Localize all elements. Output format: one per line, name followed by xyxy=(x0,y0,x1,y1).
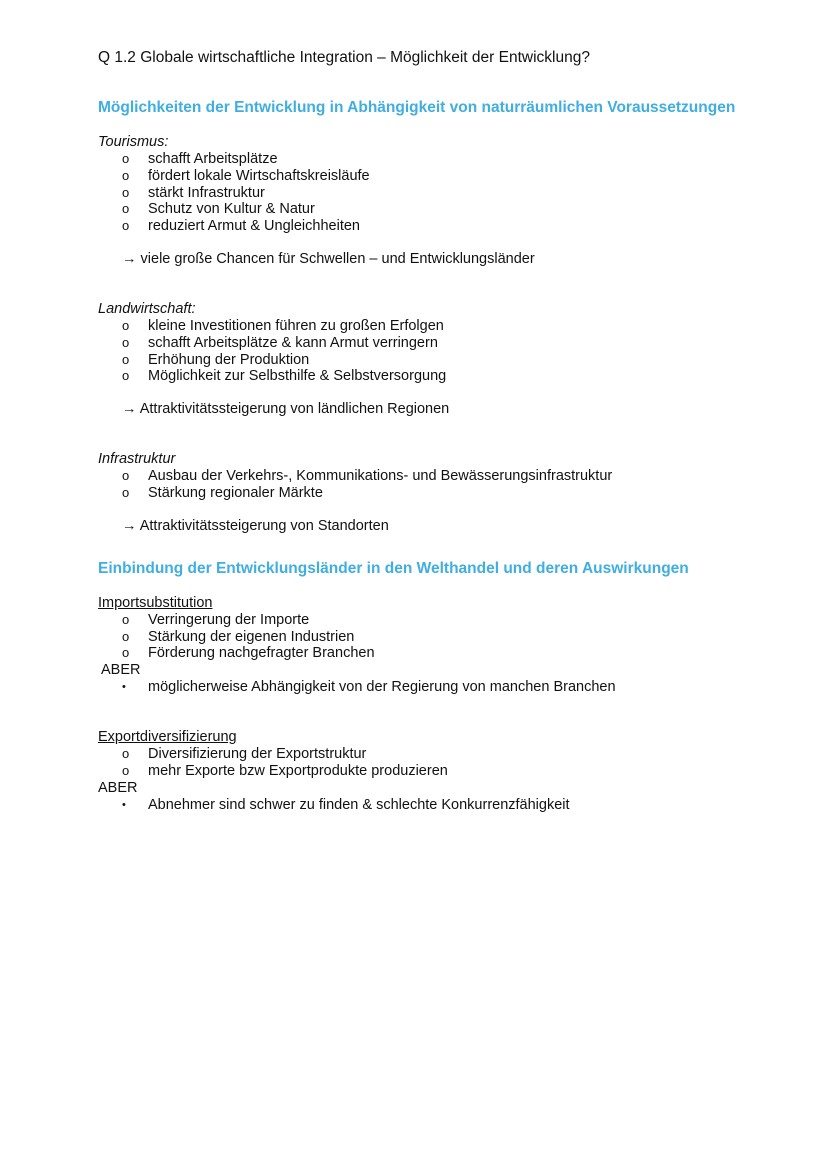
circle-bullet-icon: o xyxy=(122,201,130,217)
circle-bullet-icon: o xyxy=(122,611,130,627)
circle-bullet-icon: o xyxy=(122,184,130,200)
list-item: o Förderung nachgefragter Branchen xyxy=(122,645,375,662)
list-item: o mehr Exporte bzw Exportprodukte produzieren xyxy=(122,762,448,779)
block-title-landwirtschaft: Landwirtschaft: xyxy=(98,300,196,317)
block-exportdiversifizierung xyxy=(98,729,788,814)
circle-bullet-icon: o xyxy=(122,368,130,384)
list-item: o schafft Arbeitsplätze xyxy=(122,151,278,167)
block-title-exportdiversifizierung: Exportdiversifizierung xyxy=(98,729,237,746)
list-infrastruktur xyxy=(98,468,788,502)
list-item: o Möglichkeit zur Selbsthilfe & Selbstversorgung xyxy=(122,368,447,385)
circle-bullet-icon: o xyxy=(122,167,130,183)
list-item: o Diversifizierung der Exportstruktur xyxy=(122,746,367,763)
list-export-aber xyxy=(98,797,788,814)
list-item: o Ausbau der Verkehrs-, Kommunikations- und Bewässerungsinfrastruktur xyxy=(122,468,613,485)
document-page xyxy=(98,48,788,814)
document-title: Q 1.2 Globale wirtschaftliche Integration – Möglichkeit der Entwicklung? xyxy=(98,49,590,66)
block-landwirtschaft xyxy=(98,301,788,418)
circle-bullet-icon: o xyxy=(122,645,130,661)
list-item: o schafft Arbeitsplätze & kann Armut verringern xyxy=(122,334,438,351)
circle-bullet-icon: o xyxy=(122,484,130,500)
circle-bullet-icon: o xyxy=(122,351,130,367)
circle-bullet-icon: o xyxy=(122,746,130,762)
block-title-tourismus: Tourismus: xyxy=(98,134,169,150)
section-heading-development: Möglichkeiten der Entwicklung in Abhängigkeit von naturräumlichen Voraussetzungen xyxy=(98,99,736,116)
block-infrastruktur xyxy=(98,451,788,535)
list-exportdiversifizierung xyxy=(98,746,788,780)
list-landwirtschaft xyxy=(98,318,788,385)
disc-bullet-icon: • xyxy=(122,798,126,811)
list-importsubstitution xyxy=(98,612,788,662)
circle-bullet-icon: o xyxy=(122,468,130,484)
list-item: o kleine Investitionen führen zu großen Erfolgen xyxy=(122,317,444,334)
block-tourismus xyxy=(98,134,788,268)
list-tourismus xyxy=(98,151,788,235)
circle-bullet-icon: o xyxy=(122,334,130,350)
list-item: o Erhöhung der Produktion xyxy=(122,351,310,368)
conclusion-landwirtschaft: → Attraktivitätssteigerung von ländlichen Regionen xyxy=(122,401,450,418)
list-item: o fördert lokale Wirtschaftskreisläufe xyxy=(122,167,370,184)
conclusion-tourismus: → viele große Chancen für Schwellen – und Entwicklungsländer xyxy=(122,250,535,267)
list-item: o Verringerung der Importe xyxy=(122,611,310,628)
list-item: o reduziert Armut & Ungleichheiten xyxy=(122,218,360,235)
list-import-aber xyxy=(98,679,788,696)
aber-label-export: ABER xyxy=(98,779,138,796)
block-title-infrastruktur: Infrastruktur xyxy=(98,451,176,468)
disc-bullet-icon: • xyxy=(122,681,126,694)
block-importsubstitution xyxy=(98,595,788,696)
circle-bullet-icon: o xyxy=(122,762,130,778)
circle-bullet-icon: o xyxy=(122,628,130,644)
circle-bullet-icon: o xyxy=(122,218,130,234)
block-title-importsubstitution: Importsubstitution xyxy=(98,594,213,611)
list-item: • möglicherweise Abhängigkeit von der Regierung von manchen Branchen xyxy=(122,679,616,696)
conclusion-infrastruktur: → Attraktivitätssteigerung von Standorten xyxy=(122,517,389,534)
list-item: o Stärkung regionaler Märkte xyxy=(122,484,323,501)
list-item: o stärkt Infrastruktur xyxy=(122,184,265,201)
section-heading-welthandel: Einbindung der Entwicklungsländer in den Welthandel und deren Auswirkungen xyxy=(98,559,689,577)
list-item: o Stärkung der eigenen Industrien xyxy=(122,628,355,645)
aber-label-import: ABER xyxy=(101,662,141,679)
list-item: o Schutz von Kultur & Natur xyxy=(122,201,315,218)
list-item: • Abnehmer sind schwer zu finden & schlechte Konkurrenzfähigkeit xyxy=(122,796,570,813)
circle-bullet-icon: o xyxy=(122,317,130,333)
circle-bullet-icon: o xyxy=(122,151,130,166)
